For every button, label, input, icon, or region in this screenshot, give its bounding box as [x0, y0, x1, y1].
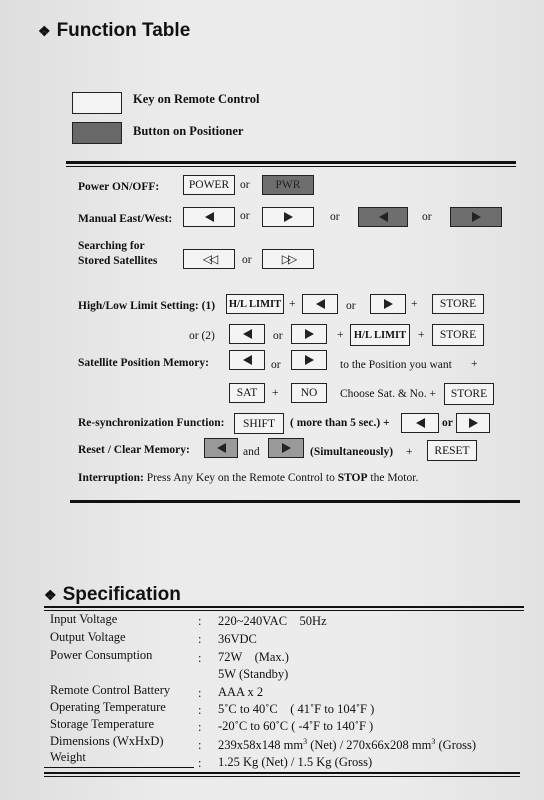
limit-right-arrow-key: [370, 294, 406, 314]
store-key-1: [432, 294, 484, 314]
spec-value: 220~240VAC 50Hz: [218, 614, 327, 628]
memory-right-arrow-key: [291, 350, 327, 370]
spec-colon: :: [198, 756, 202, 770]
left-arrow-icon: [243, 329, 252, 339]
manual-or-3: or: [422, 211, 432, 223]
spec-colon: :: [198, 738, 202, 752]
right-arrow-icon: [384, 299, 393, 309]
forward-key: [262, 249, 314, 269]
limit2-right-arrow-key: [291, 324, 327, 344]
spec-label: Remote Control Battery: [50, 683, 171, 697]
no-key: [291, 383, 327, 403]
searching-label-line1: Searching for: [78, 240, 145, 252]
store-key-label: STORE: [450, 388, 488, 400]
memory-to-position: to the Position you want: [340, 359, 452, 371]
right-arrow-icon: [469, 418, 478, 428]
double-right-arrow-icon: ▷▷: [281, 251, 295, 266]
power-or: or: [240, 179, 250, 191]
spec-colon: :: [198, 703, 202, 717]
reset-simultaneously: (Simultaneously): [310, 446, 394, 458]
east-arrow-button: [450, 207, 502, 227]
divider-rule: [66, 161, 516, 164]
interruption-text: Press Any Key on the Remote Control to: [146, 472, 335, 484]
memory-left-arrow-key: [229, 350, 265, 370]
rewind-key: [183, 249, 235, 269]
dimensions-gross: (Net) / 270x66x208 mm: [307, 738, 432, 753]
spec-label: Power Consumption: [50, 648, 153, 662]
limit-plus-2: +: [411, 298, 418, 310]
specification-title: Specification: [62, 584, 181, 605]
power-key-label: POWER: [188, 179, 230, 191]
right-arrow-icon: [305, 329, 314, 339]
limit-option-2: or (2): [189, 330, 215, 342]
spec-value: -20˚C to 60˚C ( -4˚F to 140˚F ): [218, 719, 374, 733]
limit-or-1: or: [346, 300, 356, 312]
limit-plus-3: +: [337, 329, 344, 341]
spec-label: Input Voltage: [50, 612, 118, 626]
reset-label: Reset / Clear Memory:: [78, 444, 190, 456]
spec-value: 1.25 Kg (Net) / 1.5 Kg (Gross): [218, 755, 373, 769]
west-arrow-key: [183, 207, 235, 227]
cubic-superscript: 3: [303, 737, 308, 746]
right-arrow-icon: [282, 443, 291, 453]
limit-or-2: or: [273, 330, 283, 342]
limit-label: High/Low Limit Setting: (1): [78, 300, 216, 312]
spec-top-rule-thin: [44, 610, 524, 611]
pwr-button: [262, 175, 314, 195]
resync-label: Re-synchronization Function:: [78, 417, 225, 429]
hl-limit-key-label: H/L LIMIT: [353, 329, 407, 341]
shift-key-label: SHIFT: [243, 417, 275, 430]
right-arrow-icon: [472, 212, 481, 222]
interruption-label: Interruption:: [78, 472, 144, 484]
legend-positioner-button-swatch: [72, 122, 122, 144]
spec-colon: :: [198, 632, 202, 646]
memory-plus-1: +: [272, 387, 279, 399]
manual-or-1: or: [240, 210, 250, 222]
hl-limit-key-label: H/L LIMIT: [228, 298, 282, 310]
limit-plus-4: +: [418, 329, 425, 341]
diamond-bullet-icon: ❖: [38, 23, 51, 39]
memory-plus-0: +: [471, 358, 478, 370]
interruption-text-after: the Motor.: [370, 472, 419, 484]
left-arrow-icon: [316, 299, 325, 309]
memory-choose: Choose Sat. & No. +: [340, 388, 436, 400]
limit-left-arrow-key: [302, 294, 338, 314]
store-key-label: STORE: [439, 329, 477, 341]
memory-or: or: [271, 359, 281, 371]
spec-top-rule: [44, 606, 524, 608]
hl-limit-key: [226, 294, 284, 314]
store-key-2: [432, 324, 484, 346]
legend-positioner-button-label: Button on Positioner: [133, 124, 244, 138]
spec-weight-underline: [44, 767, 194, 768]
reset-left-arrow-button: [204, 438, 238, 458]
specification-heading: [44, 584, 181, 606]
east-arrow-key: [262, 207, 314, 227]
spec-label: Weight: [50, 750, 86, 764]
resync-left-arrow-key: [401, 413, 439, 433]
resync-right-arrow-key: [456, 413, 490, 433]
left-arrow-icon: [243, 355, 252, 365]
spec-label: Operating Temperature: [50, 700, 166, 714]
store-key-label: STORE: [439, 298, 477, 310]
left-arrow-icon: [205, 212, 214, 222]
manual-label: Manual East/West:: [78, 213, 173, 225]
spec-label: Output Voltage: [50, 630, 126, 644]
spec-label: Dimensions (WxHxD): [50, 734, 164, 748]
left-arrow-icon: [416, 418, 425, 428]
resync-duration: ( more than 5 sec.) +: [290, 417, 390, 429]
spec-bottom-rule-thin: [44, 776, 520, 777]
west-arrow-button: [358, 207, 408, 227]
function-table-bottom-rule: [70, 500, 520, 503]
searching-or: or: [242, 254, 252, 266]
memory-label: Satellite Position Memory:: [78, 357, 209, 369]
right-arrow-icon: [305, 355, 314, 365]
reset-key-label: RESET: [434, 444, 470, 457]
searching-label-line2: Stored Satellites: [78, 255, 158, 267]
reset-and: and: [243, 446, 260, 458]
no-key-label: NO: [300, 387, 318, 399]
reset-plus: +: [406, 446, 413, 458]
spec-value: 72W (Max.): [218, 650, 289, 664]
reset-right-arrow-button: [268, 438, 304, 458]
store-key-3: [444, 383, 494, 405]
spec-value: 5W (Standby): [218, 667, 289, 681]
spec-value: 36VDC: [218, 632, 257, 646]
left-arrow-icon: [217, 443, 226, 453]
divider-rule-thin: [66, 166, 516, 167]
interruption-line: [78, 472, 418, 484]
spec-colon: :: [198, 686, 202, 700]
dimensions-gross-label: (Gross): [435, 738, 476, 753]
function-table-title: Function Table: [56, 20, 191, 41]
hl-limit-key-2: [350, 324, 410, 346]
spec-colon: :: [198, 614, 202, 628]
reset-key: [427, 440, 477, 461]
shift-key: [234, 413, 284, 434]
resync-or: or: [442, 417, 453, 429]
diamond-bullet-icon: ❖: [44, 587, 57, 603]
spec-colon: :: [198, 720, 202, 734]
power-key: [183, 175, 235, 195]
interruption-stop: STOP: [337, 472, 368, 484]
sat-key: [229, 383, 265, 403]
spec-value: AAA x 2: [218, 685, 264, 699]
limit2-left-arrow-key: [229, 324, 265, 344]
limit-plus-1: +: [289, 298, 296, 310]
legend-remote-key-swatch: [72, 92, 122, 114]
spec-value: 5˚C to 40˚C ( 41˚F to 104˚F ): [218, 702, 375, 716]
spec-label: Storage Temperature: [50, 717, 155, 731]
spec-value: [218, 737, 476, 753]
spec-bottom-rule: [44, 772, 520, 774]
left-arrow-icon: [379, 212, 388, 222]
manual-or-2: or: [330, 211, 340, 223]
legend-remote-key-label: Key on Remote Control: [133, 92, 260, 106]
dimensions-net: 239x58x148 mm: [218, 738, 304, 753]
cubic-superscript: 3: [431, 737, 436, 746]
power-label: Power ON/OFF:: [78, 181, 160, 193]
right-arrow-icon: [284, 212, 293, 222]
spec-colon: :: [198, 651, 202, 665]
function-table-heading: [38, 20, 190, 42]
pwr-button-label: PWR: [275, 179, 301, 191]
sat-key-label: SAT: [236, 387, 258, 399]
double-left-arrow-icon: ◁◁: [202, 251, 216, 266]
